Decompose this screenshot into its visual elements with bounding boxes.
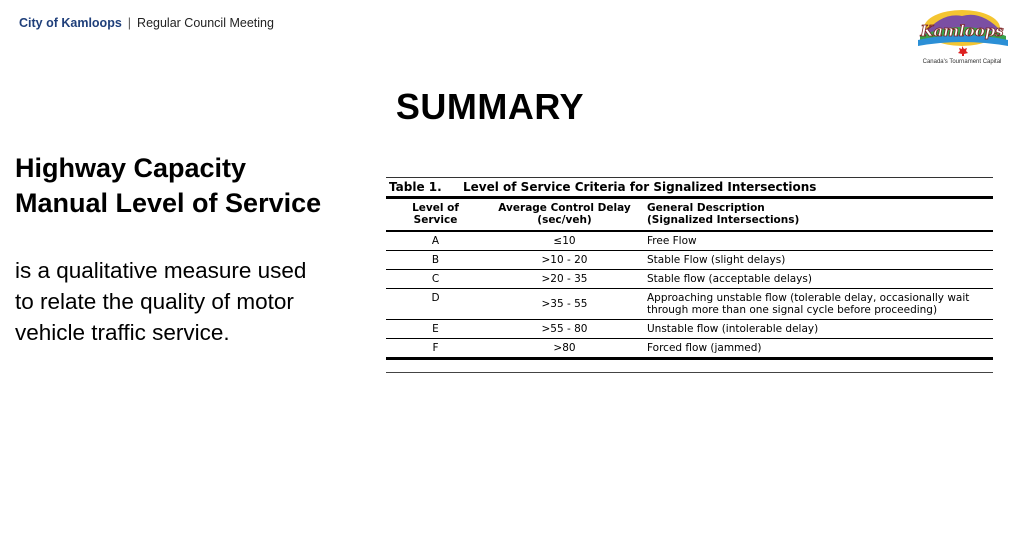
header-los: Level of Service (412, 202, 459, 226)
slide-title (0, 86, 1024, 128)
delay-cell: >55 - 80 (485, 320, 644, 339)
los-cell: E (386, 320, 485, 339)
description-cell: Stable Flow (slight delays) (644, 251, 993, 270)
svg-text:Kamloops: Kamloops (920, 22, 1004, 40)
slide-title-text: SUMMARY (395, 86, 585, 127)
los-cell: A (386, 231, 485, 251)
description-cell: Stable flow (acceptable delays) (644, 270, 993, 289)
delay-cell: >35 - 55 (485, 289, 644, 320)
delay-cell: >10 - 20 (485, 251, 644, 270)
table-row (386, 270, 993, 289)
description-line2: to relate the quality of motor (15, 289, 294, 314)
description-cell: Forced flow (jammed) (644, 339, 993, 359)
description-cell: Approaching unstable flow (tolerable delay, occasionally wait through more than one signal cycle before proceeding) (644, 289, 993, 320)
description-line1: is a qualitative measure used (15, 258, 307, 283)
description-cell: Unstable flow (intolerable delay) (644, 320, 993, 339)
table-bottom-rule (386, 372, 993, 373)
table-caption (386, 178, 993, 196)
kamloops-logo (912, 6, 1012, 68)
los-cell: D (386, 289, 485, 320)
meeting-name: Regular Council Meeting (137, 16, 274, 30)
header-delay: Average Control Delay (sec/veh) (498, 202, 631, 226)
los-cell: F (386, 339, 485, 359)
slide-header (19, 16, 274, 30)
delay-cell: ≤10 (485, 231, 644, 251)
los-table (386, 199, 993, 360)
table-row (386, 320, 993, 339)
header-separator: | (127, 16, 132, 30)
topic-heading-line1: Highway Capacity (15, 153, 247, 183)
logo-graphic-icon (912, 6, 1012, 60)
table-row (386, 339, 993, 359)
description-cell: Free Flow (644, 231, 993, 251)
topic-heading-line2: Manual Level of Service (15, 188, 322, 218)
description-line3: vehicle traffic service. (15, 320, 230, 345)
table-row (386, 289, 993, 320)
delay-cell: >20 - 35 (485, 270, 644, 289)
topic-description (15, 255, 375, 348)
table-row (386, 251, 993, 270)
table-row (386, 231, 993, 251)
table-caption-label: Table 1. (389, 180, 442, 194)
topic-heading (15, 151, 375, 221)
org-name: City of Kamloops (19, 16, 122, 30)
los-table-figure (386, 177, 993, 373)
los-cell: C (386, 270, 485, 289)
delay-cell: >80 (485, 339, 644, 359)
header-description: General Description (Signalized Intersections) (647, 202, 800, 226)
los-cell: B (386, 251, 485, 270)
logo-tagline: Canada's Tournament Capital (922, 59, 1002, 65)
table-caption-title: Level of Service Criteria for Signalized Intersections (463, 180, 817, 194)
table-header-row (386, 199, 993, 231)
